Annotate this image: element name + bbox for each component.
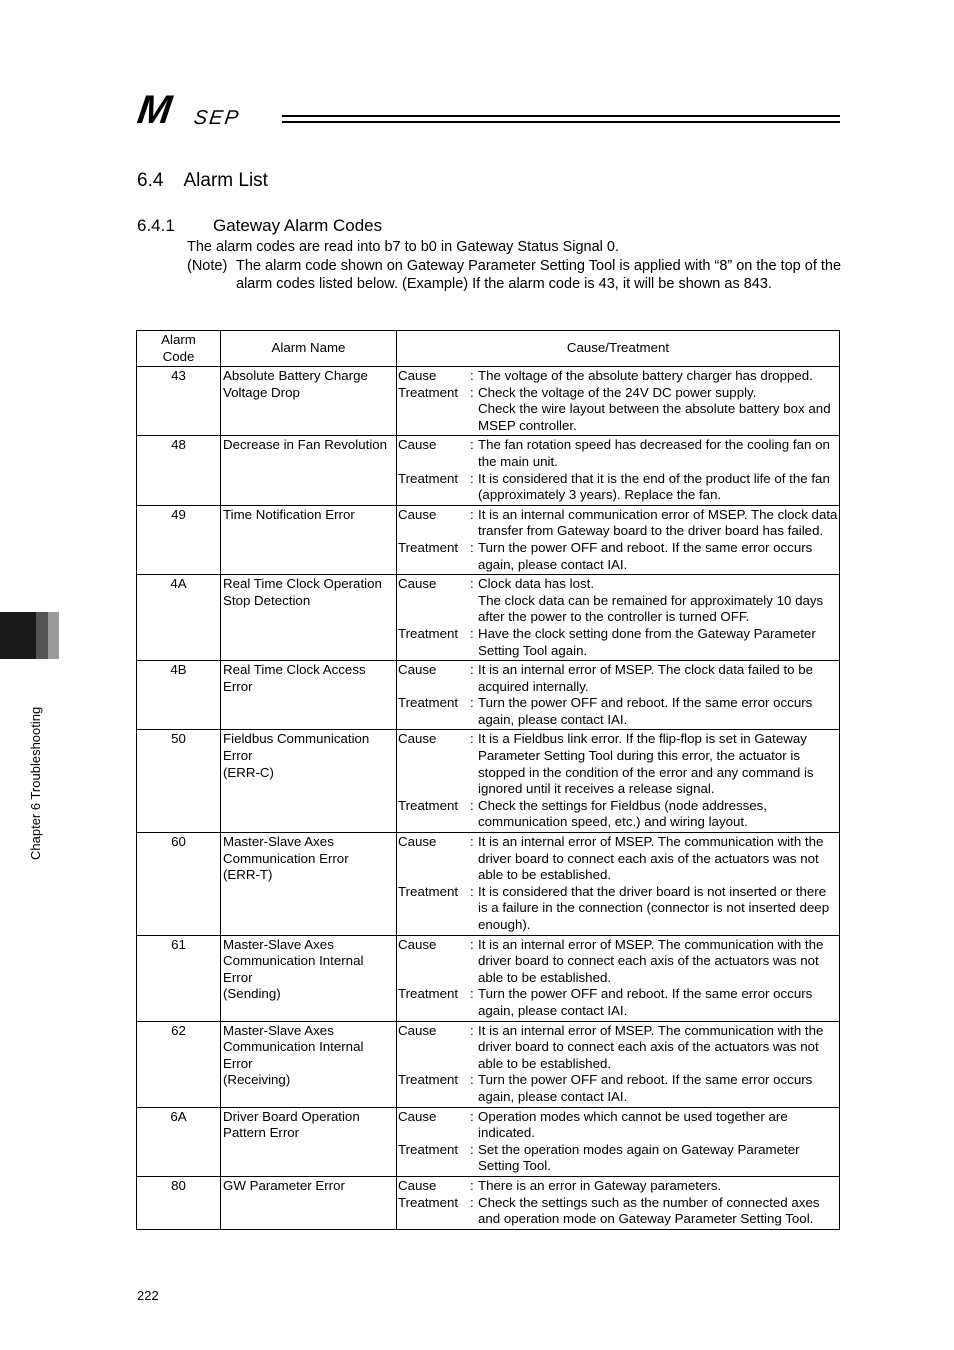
line-label: Treatment — [398, 384, 459, 400]
alarm-code: 61 — [137, 935, 221, 1021]
table-row — [137, 1107, 840, 1176]
cause-treatment-line — [398, 834, 839, 884]
alarm-name: Time Notification Error — [221, 505, 397, 574]
cause-treatment-line — [398, 884, 839, 934]
line-label: Cause — [398, 1177, 437, 1193]
table-row — [137, 367, 840, 436]
line-text: It is an internal error of MSEP. The communication with the driver board to connect each axis of the actuators was not able to be established. — [478, 1022, 824, 1071]
alarm-code: 48 — [137, 436, 221, 505]
intro-text: The alarm codes are read into b7 to b0 in Gateway Status Signal 0. — [187, 239, 620, 255]
cause-treatment-line — [398, 1023, 839, 1073]
line-text: Check the settings such as the number of connected axes and operation mode on Gateway Parameter Setting Tool. — [478, 1194, 820, 1227]
alarm-name: Absolute Battery Charge Voltage Drop — [221, 367, 397, 436]
cause-treatment-line — [398, 471, 839, 504]
cause-treatment-line — [398, 937, 839, 987]
line-label: Cause — [398, 576, 437, 592]
cause-treatment — [397, 505, 840, 574]
table-row — [137, 505, 840, 574]
cause-treatment-line — [398, 540, 839, 573]
line-text: Clock data has lost. — [478, 576, 595, 592]
alarm-code: 43 — [137, 367, 221, 436]
line-colon: : — [470, 1072, 474, 1088]
line-text: It is considered that the driver board is not inserted or there is a failure in the connection (connector is not inserted deep enough). — [478, 883, 830, 932]
cause-treatment-line — [398, 1142, 839, 1175]
alarm-name: Real Time Clock Access Error — [221, 661, 397, 730]
line-text: It is a Fieldbus link error. If the flip-flop is set in Gateway Parameter Setting Tool during this error, the actuator is stopped in the condition of the error and any command is ignored until it receives a release signal. — [478, 731, 814, 797]
line-text: Check the voltage of the 24V DC power supply. — [478, 384, 757, 400]
line-label: Treatment — [398, 883, 459, 899]
alarm-code: 4B — [137, 661, 221, 730]
cause-treatment-line — [398, 1178, 839, 1195]
cause-treatment-line — [398, 507, 839, 540]
table-row — [137, 1176, 840, 1229]
line-colon: : — [470, 1194, 474, 1210]
line-colon: : — [470, 986, 474, 1002]
cause-treatment-line — [398, 368, 839, 385]
subsection-number: 6.4.1 — [137, 216, 175, 235]
msep-logo — [134, 88, 278, 132]
cause-treatment-line — [398, 437, 839, 470]
cause-treatment — [397, 1176, 840, 1229]
cause-treatment — [397, 730, 840, 833]
note-text: The alarm code shown on Gateway Parameter Setting Tool is applied with “8” on the top of the alarm codes listed below. (Example) If the alarm code is 43, it will be shown as 843. — [236, 258, 842, 292]
line-label: Cause — [398, 1108, 437, 1124]
line-text: Turn the power OFF and reboot. If the same error occurs again, please contact IAI. — [478, 986, 813, 1018]
line-label — [398, 401, 470, 434]
header-rule — [282, 121, 840, 123]
cause-treatment-line — [398, 731, 839, 797]
line-label: Cause — [398, 437, 437, 453]
cause-treatment — [397, 367, 840, 436]
alarm-name: Real Time Clock Operation Stop Detection — [221, 575, 397, 661]
alarm-code: 60 — [137, 833, 221, 936]
line-label: Cause — [398, 506, 437, 522]
line-colon: : — [470, 506, 474, 522]
line-text: The voltage of the absolute battery charger has dropped. — [478, 368, 813, 383]
line-text: Check the wire layout between the absolute battery box and MSEP controller. — [478, 401, 831, 433]
cause-treatment — [397, 1021, 840, 1107]
chapter-tab — [0, 612, 36, 659]
alarm-name: Fieldbus Communication Error (ERR-C) — [221, 730, 397, 833]
line-label: Cause — [398, 936, 437, 952]
line-label: Treatment — [398, 1141, 459, 1157]
line-label: Treatment — [398, 1194, 459, 1210]
header-alarm-code: Alarm Code — [137, 331, 221, 367]
line-text: Set the operation modes again on Gateway Parameter Setting Tool. — [478, 1141, 800, 1174]
alarm-name: Master-Slave Axes Communication Error (ERR-T) — [221, 833, 397, 936]
page-number: 222 — [137, 1288, 159, 1303]
line-label: Treatment — [398, 539, 459, 555]
table-row — [137, 1021, 840, 1107]
cause-treatment — [397, 1107, 840, 1176]
cause-treatment-line — [398, 576, 839, 593]
line-label: Cause — [398, 368, 437, 383]
line-label: Cause — [398, 662, 437, 678]
line-colon — [470, 401, 478, 434]
line-colon: : — [470, 797, 474, 813]
line-text: It is an internal error of MSEP. The clock data failed to be acquired internally. — [478, 662, 814, 694]
header-cause-treatment: Cause/Treatment — [397, 331, 840, 367]
line-label: Treatment — [398, 470, 459, 486]
line-text: Turn the power OFF and reboot. If the same error occurs again, please contact IAI. — [478, 695, 813, 727]
line-text: Turn the power OFF and reboot. If the same error occurs again, please contact IAI. — [478, 539, 813, 572]
cause-treatment-line — [398, 626, 839, 659]
line-colon: : — [470, 470, 474, 486]
table-row — [137, 575, 840, 661]
line-colon: : — [470, 539, 474, 555]
line-label: Treatment — [398, 986, 459, 1002]
cause-treatment — [397, 661, 840, 730]
alarm-code: 49 — [137, 505, 221, 574]
line-text: Turn the power OFF and reboot. If the same error occurs again, please contact IAI. — [478, 1072, 813, 1104]
line-colon: : — [470, 1108, 474, 1124]
alarm-code: 62 — [137, 1021, 221, 1107]
line-colon: : — [470, 936, 474, 952]
chapter-tab-shade — [36, 612, 48, 659]
line-colon: : — [470, 1022, 474, 1038]
line-text: Check the settings for Fieldbus (node addresses, communication speed, etc.) and wiring layout. — [478, 797, 767, 830]
alarm-code: 80 — [137, 1176, 221, 1229]
cause-treatment-line — [398, 662, 839, 695]
table-row — [137, 833, 840, 936]
cause-treatment-line — [398, 798, 839, 831]
cause-treatment-line — [398, 593, 839, 626]
cause-treatment — [397, 575, 840, 661]
line-label — [398, 593, 470, 626]
line-colon: : — [470, 368, 474, 383]
line-label: Treatment — [398, 695, 459, 711]
line-colon: : — [470, 662, 474, 678]
chapter-tab-shade — [48, 612, 59, 659]
cause-treatment-line — [398, 986, 839, 1019]
cause-treatment-line — [398, 385, 839, 402]
line-label: Cause — [398, 731, 437, 747]
table-row — [137, 436, 840, 505]
line-colon: : — [470, 1177, 474, 1193]
cause-treatment — [397, 436, 840, 505]
logo-m: M — [134, 88, 173, 132]
line-colon: : — [470, 384, 474, 400]
line-colon: : — [470, 695, 474, 711]
line-text: Have the clock setting done from the Gateway Parameter Setting Tool again. — [478, 625, 816, 658]
line-colon: : — [470, 625, 474, 641]
logo-sep: SEP — [192, 107, 242, 129]
note-label: (Note) — [187, 258, 228, 274]
line-text: Operation modes which cannot be used together are indicated. — [478, 1108, 788, 1141]
alarm-name: Decrease in Fan Revolution — [221, 436, 397, 505]
line-text: It is considered that it is the end of the product life of the fan (approximately 3 years). Replace the fan. — [478, 470, 830, 503]
cause-treatment-line — [398, 695, 839, 728]
line-label: Treatment — [398, 1072, 459, 1088]
line-text: The fan rotation speed has decreased for the cooling fan on the main unit. — [478, 437, 830, 469]
cause-treatment-line — [398, 1195, 839, 1228]
alarm-name: GW Parameter Error — [221, 1176, 397, 1229]
alarm-code: 6A — [137, 1107, 221, 1176]
line-colon: : — [470, 731, 474, 747]
line-text: The clock data can be remained for approximately 10 days after the power to the controller is turned OFF. — [478, 592, 824, 625]
table-row — [137, 730, 840, 833]
line-text: It is an internal error of MSEP. The communication with the driver board to connect each axis of the actuators was not able to be established. — [478, 834, 824, 883]
table-row — [137, 661, 840, 730]
cause-treatment-line — [398, 1072, 839, 1105]
note — [187, 257, 842, 292]
line-colon — [470, 593, 478, 626]
line-label: Treatment — [398, 625, 459, 641]
alarm-name: Master-Slave Axes Communication Internal Error (Receiving) — [221, 1021, 397, 1107]
cause-treatment-line — [398, 1109, 839, 1142]
cause-treatment — [397, 935, 840, 1021]
section-title: 6.4 Alarm List — [137, 170, 268, 191]
chapter-label: Chapter 6 Troubleshooting — [28, 706, 43, 860]
subsection-title — [137, 216, 382, 236]
line-text: It is an internal communication error of MSEP. The clock data transfer from Gateway board to the driver board has failed. — [478, 506, 838, 539]
line-colon: : — [470, 1141, 474, 1157]
alarm-table — [136, 330, 840, 1230]
cause-treatment — [397, 833, 840, 936]
table-row — [137, 935, 840, 1021]
alarm-code: 50 — [137, 730, 221, 833]
alarm-name: Driver Board Operation Pattern Error — [221, 1107, 397, 1176]
line-text: It is an internal error of MSEP. The communication with the driver board to connect each axis of the actuators was not able to be established. — [478, 936, 824, 985]
subsection-text: Gateway Alarm Codes — [213, 216, 383, 235]
header-alarm-name: Alarm Name — [221, 331, 397, 367]
line-text: There is an error in Gateway parameters. — [478, 1177, 722, 1193]
header-rule — [282, 115, 840, 117]
line-colon: : — [470, 883, 474, 899]
line-label: Cause — [398, 834, 437, 850]
line-colon: : — [470, 437, 474, 453]
line-colon: : — [470, 834, 474, 850]
line-label: Cause — [398, 1022, 437, 1038]
line-label: Treatment — [398, 797, 459, 813]
alarm-name: Master-Slave Axes Communication Internal Error (Sending) — [221, 935, 397, 1021]
alarm-code: 4A — [137, 575, 221, 661]
cause-treatment-line — [398, 401, 839, 434]
line-colon: : — [470, 576, 474, 592]
